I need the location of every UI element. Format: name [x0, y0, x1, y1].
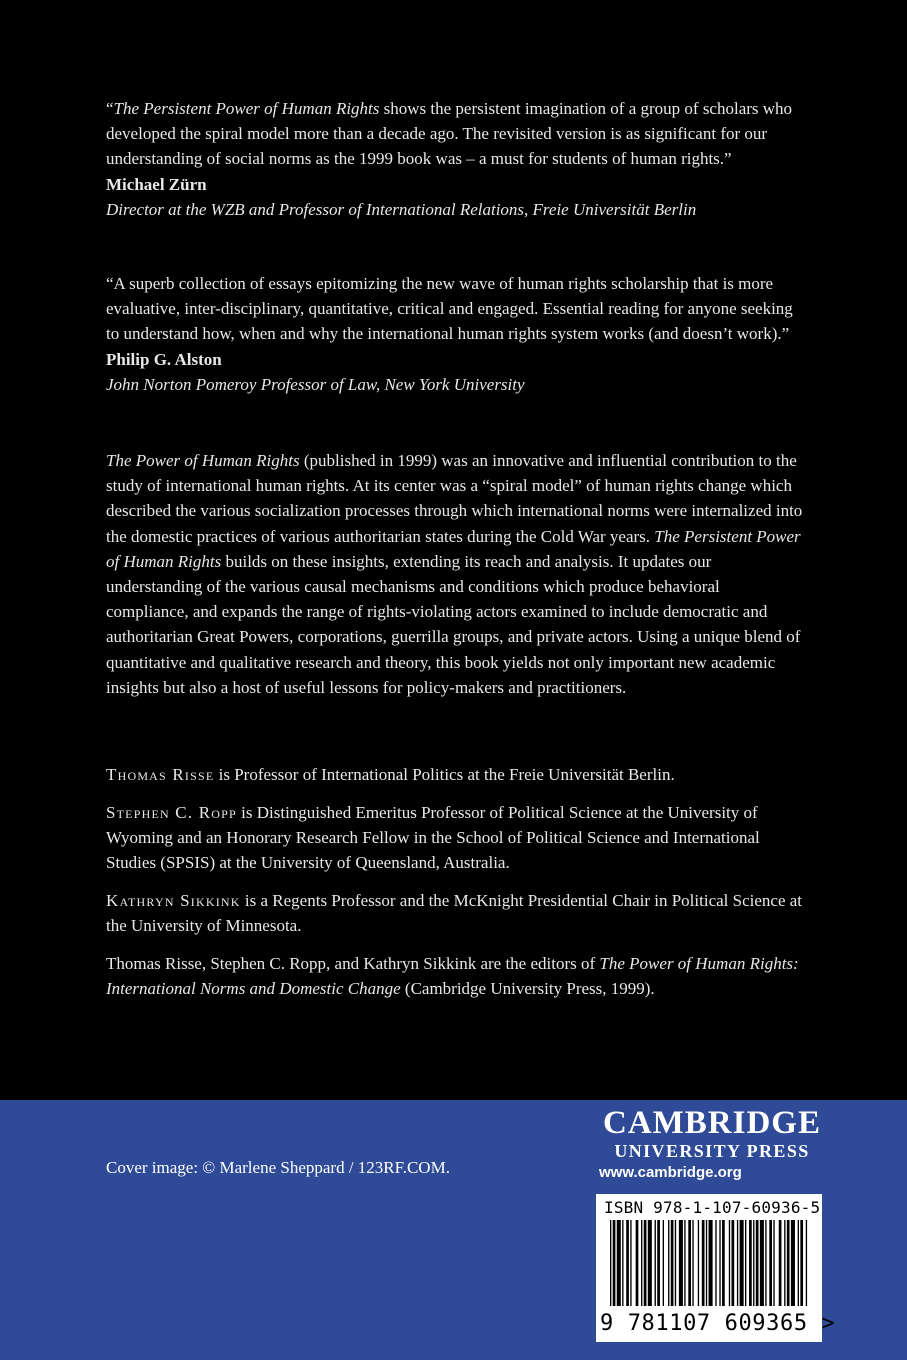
- bio-editors: Thomas Risse, Stephen C. Ropp, and Kathryn Sikkink are the editors of The Power of Human Rights: International Norms and Domestic Change (Cambridge University Press, 1999).: [106, 954, 799, 999]
- quote-2-affiliation: John Norton Pomeroy Professor of Law, New York University: [106, 374, 525, 394]
- description-paragraph: The Power of Human Rights (published in 1999) was an innovative and influential contribution to the study of international human rights. At its center was a “spiral model” of human rights change which described the various socialization processes through which international norms were internalized into the domestic practices of various authoritarian states during the Cold War years. The Persistent Power of Human Rights builds on these insights, extending its reach and analysis. It updates our understanding of the various causal mechanisms and conditions which produce behavioral compliance, and expands the range of rights-violating actors examined to include democratic and authoritarian Great Powers, corporations, guerrilla groups, and private actors. Using a unique blend of quantitative and qualitative research and theory, this book yields not only important new academic insights but also a host of useful lessons for policy-makers and practitioners.: [106, 451, 803, 697]
- quote-2-body: “A superb collection of essays epitomizing the new wave of human rights scholarship that is more evaluative, inter-disciplinary, quantitative, critical and engaged. Essential reading for anyone seeking to understand how, when and why the international human rights system works (and doesn’t work).”: [106, 274, 793, 344]
- footer-band: [0, 1100, 907, 1360]
- publisher-url: www.cambridge.org: [599, 1164, 742, 1181]
- bio-sikkink-name: Kathryn Sikkink: [106, 891, 241, 910]
- description-title-2: The Persistent Power of Human Rights: [106, 526, 801, 571]
- bio-risse: Thomas Risse is Professor of International Politics at the Freie Universität Berlin.: [106, 765, 675, 784]
- quote-1-affiliation: Director at the WZB and Professor of International Relations, Freie Universität Berlin: [106, 199, 697, 219]
- endorsement-quote-1: [106, 96, 806, 222]
- quote-2-author: Philip G. Alston: [106, 349, 222, 369]
- isbn-label: ISBN 978-1-107-60936-5: [604, 1198, 821, 1217]
- publisher-name: CAMBRIDGE: [602, 1105, 821, 1141]
- quote-1-body: shows the persistent imagination of a group of scholars who developed the spiral model more than a decade ago. The revisited version is as significant for our understanding of social norms as the 1999 book was – a must for students of human rights.”: [106, 99, 793, 169]
- cover-image-credit: Cover image: © Marlene Sheppard / 123RF.COM.: [106, 1158, 450, 1177]
- bio-ropp: Stephen C. Ropp is Distinguished Emeritus Professor of Political Science at the University of Wyoming and an Honorary Research Fellow in the School of Political Science and International Studies (SPSIS) at the University of Queensland, Australia.: [106, 803, 760, 873]
- endorsement-quote-2: [106, 271, 806, 397]
- barcode-icon: [606, 1220, 812, 1310]
- bio-ropp-name: Stephen C. Ropp: [106, 803, 237, 822]
- editors-book-title: The Power of Human Rights: International Norms and Domestic Change: [106, 954, 799, 999]
- publisher-logo: [596, 1106, 828, 1182]
- bio-sikkink: Kathryn Sikkink is a Regents Professor and the McKnight Presidential Chair in Political Science at the University of Minnesota.: [106, 891, 803, 936]
- quote-1-book-title: The Persistent Power of Human Rights: [113, 99, 380, 118]
- isbn-barcode: [596, 1194, 836, 1342]
- barcode-digits: 9 781107 609365 >: [600, 1311, 836, 1336]
- quote-1-author: Michael Zürn: [106, 174, 207, 194]
- book-description: [106, 448, 806, 700]
- bio-risse-name: Thomas Risse: [106, 765, 215, 784]
- quote-1-text: “The Persistent Power of Human Rights shows the persistent imagination of a group of scholars who developed the spiral model more than a decade ago. The revisited version is as significant for our understanding of social norms as the 1999 book was – a must for students of human rights.”: [106, 99, 793, 169]
- description-title-1: The Power of Human Rights: [106, 451, 300, 470]
- publisher-subtitle: UNIVERSITY PRESS: [614, 1141, 810, 1161]
